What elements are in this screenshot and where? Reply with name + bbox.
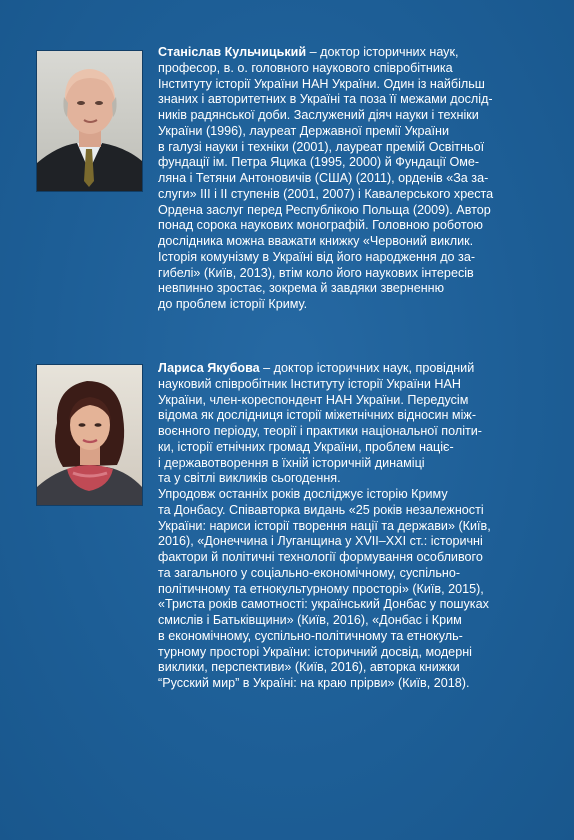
bio-line: ки, історії етнічних громад України, проблем націє- bbox=[158, 439, 454, 454]
author-bio-yakubova bbox=[158, 361, 491, 692]
bio-line: гибелі» (Київ, 2013), втім коло його наукових інтересів bbox=[158, 265, 474, 280]
bio-line: в галузі науки і техніки (2001), лауреат премій Освітньої bbox=[158, 139, 485, 154]
bio-first-line bbox=[158, 45, 493, 61]
bio-line: та у світлі викликів сьогодення. bbox=[158, 471, 341, 486]
bio-intro: – доктор історичних наук, провідний bbox=[259, 361, 475, 375]
bio-first-line bbox=[158, 361, 491, 377]
bio-line: науковий співробітник Інституту історії України НАН bbox=[158, 376, 461, 391]
author-photo-woman bbox=[36, 364, 143, 506]
bio-line: та Донбасу. Співавторка видань «25 років незалежності bbox=[158, 502, 484, 517]
bio-line: в економічному, суспільно-політичному та етнокуль- bbox=[158, 628, 463, 643]
portrait-man-image bbox=[37, 51, 142, 191]
bio-line: невпинно зростає, зокрема й завдяки зверненню bbox=[158, 281, 445, 296]
bio-line: фундації ім. Петра Яцика (1995, 2000) й Фундації Оме- bbox=[158, 155, 480, 170]
bio-line: та загального у соціально-економічному, суспільно- bbox=[158, 565, 461, 580]
bio-line: знаних і авторитетних в Україні та поза її межами дослід- bbox=[158, 92, 493, 107]
author-photo-man bbox=[36, 50, 143, 192]
bio-line: політичному та етнокультурному просторі» (Київ, 2015), bbox=[158, 581, 484, 596]
bio-line: до проблем історії Криму. bbox=[158, 297, 308, 311]
bio-line: України: нариси історії творення нації та держави» (Київ, bbox=[158, 518, 491, 533]
bio-line: дослідника можна вважати книжку «Червоний виклик. bbox=[158, 234, 474, 248]
bio-line: фактори й політичні технології формування особливого bbox=[158, 550, 483, 564]
bio-line: «Триста років самотності: український Донбас у пошуках bbox=[158, 597, 489, 612]
bio-line: відома як дослідниця історії міжетнічних відносин між- bbox=[158, 408, 477, 423]
bio-line: воєнного періоду, теорії і практики національної політи- bbox=[158, 424, 482, 438]
bio-line: слуги» III і II ступенів (2001, 2007) і Кавалерського хреста bbox=[158, 186, 494, 201]
bio-line: 2016), «Донеччина і Луганщина у XVII–XXI ст.: історичні bbox=[158, 534, 483, 549]
bio-line: України, член-кореспондент НАН України. Передусім bbox=[158, 392, 469, 407]
portrait-woman-image bbox=[37, 365, 142, 505]
bio-line: і державотворення в їхній історичній динаміці bbox=[158, 455, 425, 470]
bio-line: України (1996), лауреат Державної премії України bbox=[158, 123, 450, 138]
bio-line: турному просторі України: історичний досвід, модерні bbox=[158, 644, 472, 659]
bio-intro: – доктор історичних наук, bbox=[306, 45, 459, 59]
bio-line: “Русский мир” в Україні: на краю прірви» (Київ, 2018). bbox=[158, 676, 470, 690]
bio-line: ників радянської доби. Заслужений діяч науки і техніки bbox=[158, 108, 479, 122]
author-name: Станіслав Кульчицький bbox=[158, 45, 307, 59]
bio-line: виклики, перспективи» (Київ, 2016), авторка книжки bbox=[158, 660, 460, 675]
bio-line: Історія комунізму в Україні від його народження до за- bbox=[158, 249, 476, 264]
bio-line: ляна і Тетяни Антоновичів (США) (2011), орденів «За за- bbox=[158, 171, 489, 185]
bio-line: понад сорока наукових монографій. Головною роботою bbox=[158, 218, 483, 233]
bio-line: Інституту історії України НАН України. Один із найбільш bbox=[158, 76, 485, 91]
bio-line: Ордена заслуг перед Республікою Польща (2009). Автор bbox=[158, 202, 491, 217]
bio-line: Упродовж останніх років досліджує історію Криму bbox=[158, 487, 448, 501]
author-bio-kulchytskyi bbox=[158, 45, 493, 313]
author-name: Лариса Якубова bbox=[158, 361, 260, 375]
bio-line: професор, в. о. головного наукового співробітника bbox=[158, 60, 453, 75]
bio-line: смислів і Батьківщини» (Київ, 2016), «Донбас і Крим bbox=[158, 613, 462, 627]
